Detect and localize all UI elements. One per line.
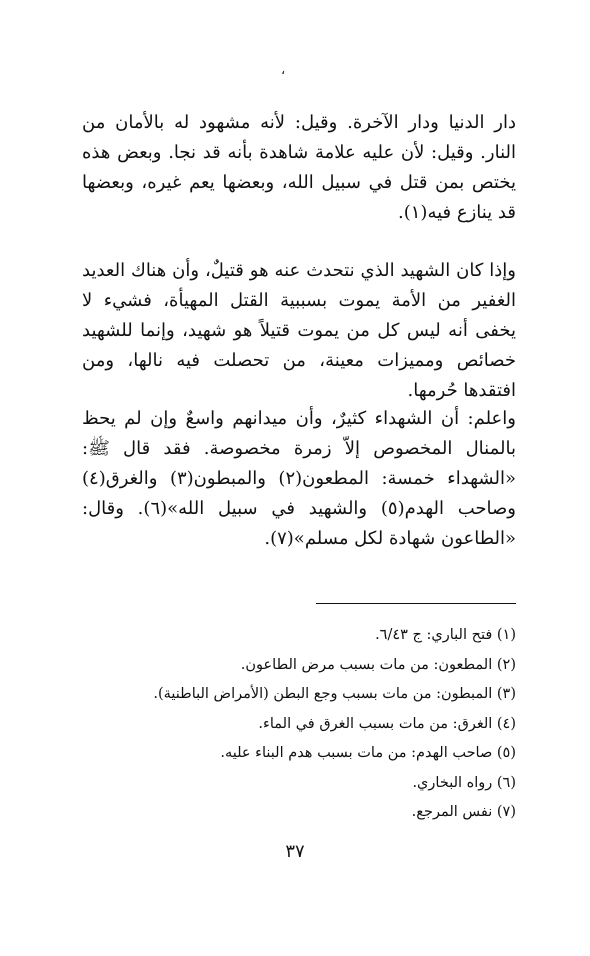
footnote-divider	[316, 603, 516, 604]
footnote-1: (١) فتح الباري: ج ٦/٤٣.	[375, 627, 516, 643]
footnote-3: (٣) المبطون: من مات بسبب وجع البطن (الأمراض الباطنية).	[153, 686, 516, 702]
footnote-7: (٧) نفس المرجع.	[411, 804, 516, 820]
footnotes-list	[82, 621, 516, 828]
paragraph-3: واعلم: أن الشهداء كثيرٌ، وأن ميدانهم واسعٌ وإن لم يحظ بالمنال المخصوص إلاّ زمرة مخصوصة. فقد قال ﷺ: «الشهداء خمسة: المطعون(٢) والمبطون(٣) والغرق(٤) وصاحب الهدم(٥) والشهيد في سبيل الله»(٦). وقال: «الطاعون شهادة لكل مسلم»(٧).	[82, 408, 516, 549]
footnote-5: (٥) صاحب الهدم: من مات بسبب هدم البناء عليه.	[220, 745, 516, 761]
page-number: ٣٧	[285, 841, 305, 862]
footnote-2: (٢) المطعون: من مات بسبب مرض الطاعون.	[240, 656, 516, 673]
paragraph-1: دار الدنيا ودار الآخرة. وقيل: لأنه مشهود له بالأمان من النار. وقيل: لأن عليه علامة شاهدة بأنه قد نجا. وبعض هذه يختص بمن قتل في سبيل الله، وبعضها يعم غيره، وبعضها قد ينازع فيه(١).	[82, 112, 516, 223]
paragraph-2: وإذا كان الشهيد الذي نتحدث عنه هو قتيلٌ، وأن هناك العديد الغفير من الأمة يموت بسببية القتل المهيأة، فشيء لا يخفى أنه ليس كل من يموت قتيلاً هو شهيد، وإنما للشهيد خصائص ومميزات معينة، من تحصلت فيه نالها، ومن افتقدها حُرمها.	[82, 260, 516, 401]
footnote-4: (٤) الغرق: من مات بسبب الغرق في الماء.	[258, 715, 516, 732]
top-mark: ،	[281, 63, 286, 78]
footnote-6: (٦) رواه البخاري.	[412, 774, 516, 791]
